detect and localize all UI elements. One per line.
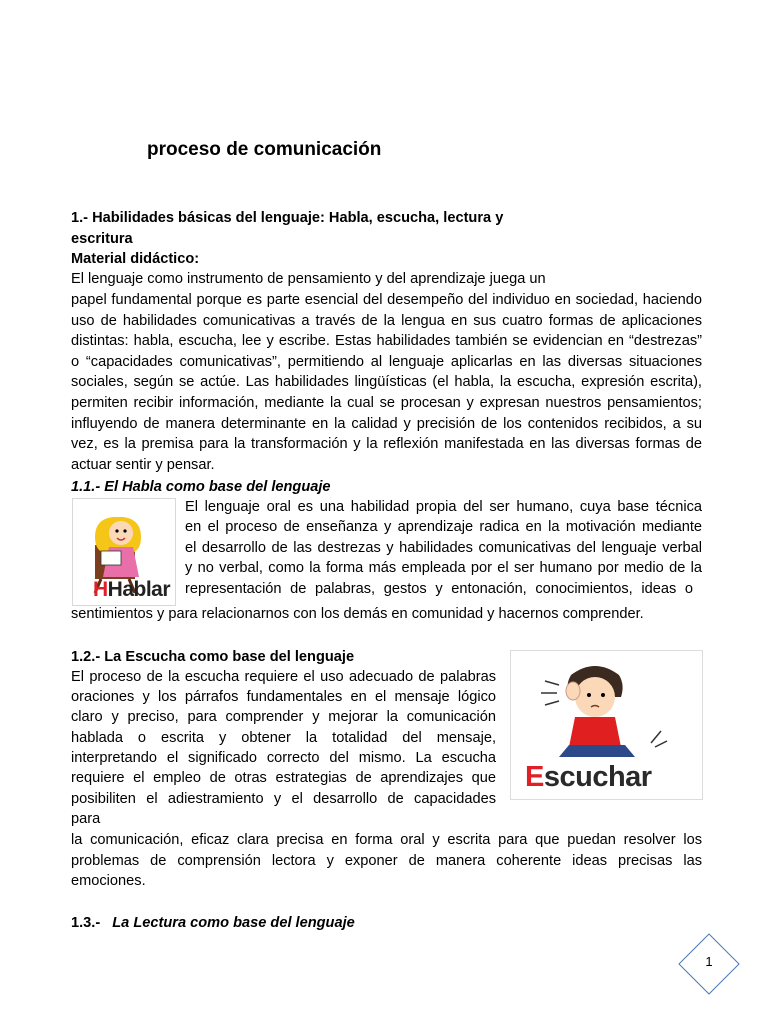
section-1-1-line-5: representación de palabras, gestos y entonación, conocimientos, ideas o — [185, 581, 693, 597]
material-label: Material didáctico: — [71, 251, 200, 267]
face — [575, 677, 615, 717]
section-1-2-rest: la comunicación, eficaz clara precisa en forma oral y escrita para que puedan resolver los problemas de comprensión lectora y exponer de manera coherente ideas precisas las emociones. — [71, 832, 702, 890]
section-1-1-line-3: el desarrollo de las destrezas y habilidades comunicativas del lenguaje verbal — [185, 540, 702, 556]
section-1-3-heading — [71, 913, 355, 933]
section-1-2-line-1: El proceso de la escucha requiere el uso adecuado de palabras — [71, 669, 496, 685]
section-1-3-title: La Lectura como base del lenguaje — [112, 915, 355, 931]
escuchar-caption: Escuchar — [525, 761, 652, 793]
section-1-heading: 1.- Habilidades básicas del lenguaje: Habla, escucha, lectura y — [71, 210, 504, 226]
page-title: proceso de comunicación — [147, 139, 382, 160]
section-1-1-line-1: El lenguaje oral es una habilidad propia del ser humano, cuya base técnica — [185, 499, 702, 515]
section-1-1-line-4: y no verbal, como la forma más empleada por el ser humano por medio de la — [185, 560, 702, 576]
hand-at-ear — [566, 682, 580, 700]
section-1-2-line-5: interpretando el significado correcto del mismo. La escucha — [71, 750, 496, 766]
section-1-body: papel fundamental porque es parte esencial del desempeño del individuo en sociedad, haciendo uso de habilidades comunicativas a través de la lengua en sus cuatro formas de aplicaciones distintas: habla, escucha, lee y escribe. Estas habilidades también se evidencian en “destrezas” o “capacidades comunicativas”, permitiendo al lenguaje aplicarlas en las diversas situaciones sociales, según se actúe. Las habilidades lingüísticas (el habla, la escucha, expresión escrita), permiten recibir información, mediante la cual se procesan y expresan nuestros pensamientos; influyendo de manera determinante en la calidad y precisión de los contenidos recibidos, a su vez, es la premisa para la transformación y la reflexión manifestada en las diversas formas de actuar sentir y pensar. — [71, 292, 702, 473]
section-1-first-line: El lenguaje como instrumento de pensamiento y del aprendizaje juega un — [71, 271, 546, 287]
section-1-3-number: 1.3.- — [71, 915, 101, 931]
section-1-2-line-8: para — [71, 811, 101, 827]
escuchar-illustration — [510, 650, 703, 800]
section-1-1-heading: 1.1.- El Habla como base del lenguaje — [71, 479, 331, 495]
page-number-badge — [677, 932, 741, 996]
page-number: 1 — [705, 954, 713, 969]
section-1-2-heading: 1.2.- La Escucha como base del lenguaje — [71, 649, 355, 665]
section-1-1-line-6: sentimientos y para relacionarnos con los demás en comunidad y hacernos comprender. — [71, 606, 644, 622]
sound-lines — [541, 681, 559, 705]
section-1-1-line-2: en el proceso de enseñanza y aprendizaje radica en la motivación mediante — [185, 519, 702, 535]
section-1-2-line-7: posibiliten el adiestramiento y el desarrollo de capacidades — [71, 791, 496, 807]
section-1-2-line-6: requiere el empleo de otras estrategias de aprendizajes que — [71, 770, 496, 786]
hablar-illustration — [72, 498, 176, 606]
hablar-caption: HHablar — [93, 578, 171, 601]
section-1-heading-cont: escritura — [71, 231, 133, 247]
section-1-2-line-3: claro y preciso, para comprender y mejorar la comunicación — [71, 709, 496, 725]
section-1-2-line-4: hablada o escrita y obtener la totalidad del mensaje, — [71, 730, 496, 746]
red-shirt — [569, 717, 621, 747]
section-1-2-line-2: oraciones y los párrafos fundamentales en el mensaje lógico — [71, 689, 496, 705]
pants — [559, 745, 635, 757]
hablar-caption-text: Hablar — [107, 578, 171, 601]
face — [109, 521, 133, 545]
